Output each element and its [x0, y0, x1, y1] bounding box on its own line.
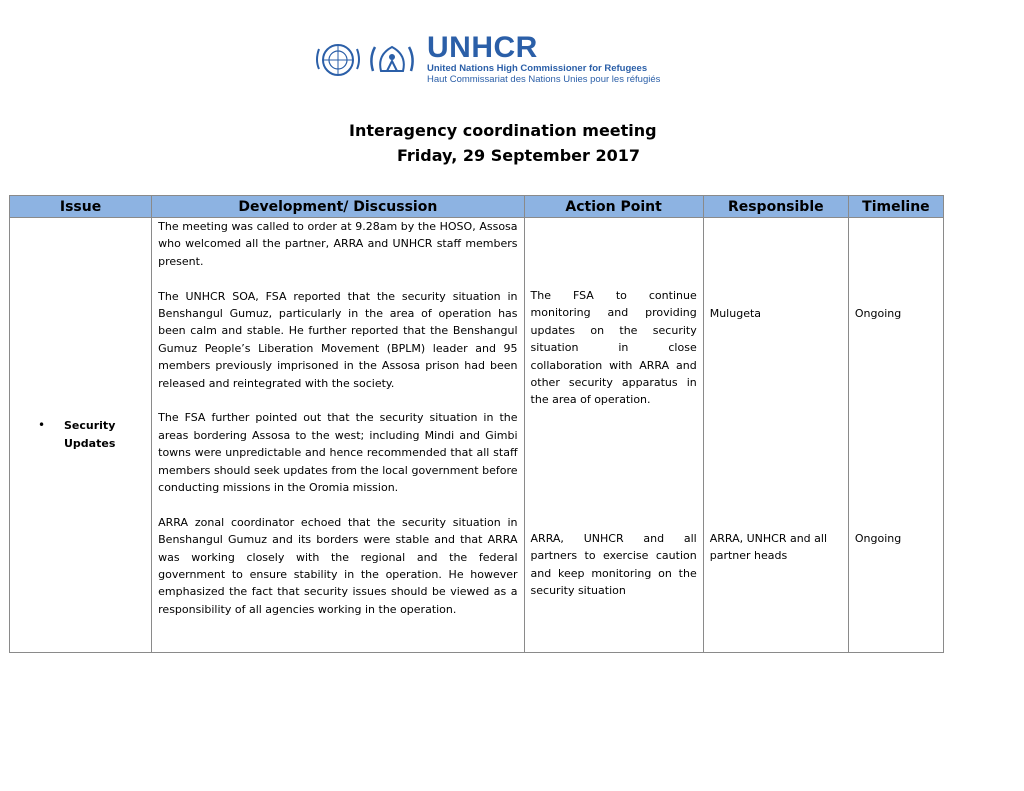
org-name-en: United Nations High Commissioner for Refugees	[427, 63, 648, 74]
table-row	[10, 218, 944, 653]
document-title: Interagency coordination meeting	[349, 121, 657, 140]
org-abbrev: UNHCR	[427, 31, 538, 64]
table-header-row	[10, 196, 944, 218]
discussion-cell	[152, 218, 524, 653]
unhcr-logo	[313, 31, 693, 86]
action-point-item: The FSA to continue monitoring and providing updates on the security situation in close collaboration with ARRA and other security apparatus in the area of operation.	[530, 289, 697, 407]
bullet-icon: •	[38, 418, 46, 432]
column-header-action-point: Action Point	[524, 196, 703, 218]
org-name-fr: Haut Commissariat des Nations Unies pour les réfugiés	[427, 74, 661, 85]
discussion-paragraph: The meeting was called to order at 9.28am by the HOSO, Assosa who welcomed all the partner, ARRA and UNHCR staff members present.	[158, 220, 518, 268]
column-header-timeline: Timeline	[848, 196, 943, 218]
timeline-cell	[848, 218, 943, 653]
column-header-responsible: Responsible	[703, 196, 848, 218]
responsible-item: Mulugeta	[709, 307, 762, 320]
responsible-cell	[703, 218, 848, 653]
minutes-table	[9, 195, 944, 653]
column-header-issue: Issue	[10, 196, 152, 218]
discussion-paragraph: The FSA further pointed out that the security situation in the areas bordering Assosa to the west; including Mindi and Gimbi towns were unpredictable and hence recommended that all staff members should seek updates from the local government before conducting missions in the Oromia mission.	[158, 411, 518, 495]
meeting-date: Friday, 29 September 2017	[397, 146, 641, 165]
discussion-paragraph: The UNHCR SOA, FSA reported that the security situation in Benshangul Gumuz, particularly in the area of operation has been calm and stable. He further reported that the Benshangul Gumuz People’s Liberation Movement (BPLM) leader and 95 members previously imprisoned in the Assosa prison had been released and reintegrated with the society.	[158, 289, 518, 390]
responsible-item: ARRA, UNHCR and all partner heads	[709, 532, 828, 563]
timeline-item: Ongoing	[854, 532, 902, 545]
discussion-paragraph: ARRA zonal coordinator echoed that the security situation in Benshangul Gumuz and its borders were stable and that ARRA was working closely with the regional and the federal government to ensure stability in the operation. He however emphasized the fact that security issues should be viewed as a responsibility of all agencies working in the operation.	[158, 515, 518, 616]
un-emblem-icon	[313, 41, 363, 79]
action-point-cell	[524, 218, 703, 653]
action-point-item: ARRA, UNHCR and all partners to exercise caution and keep monitoring on the security situation	[530, 532, 697, 598]
unhcr-hands-icon	[367, 41, 417, 79]
issue-cell	[10, 218, 152, 653]
timeline-item: Ongoing	[854, 307, 902, 320]
column-header-discussion: Development/ Discussion	[152, 196, 524, 218]
issue-label: Security Updates	[64, 419, 116, 450]
